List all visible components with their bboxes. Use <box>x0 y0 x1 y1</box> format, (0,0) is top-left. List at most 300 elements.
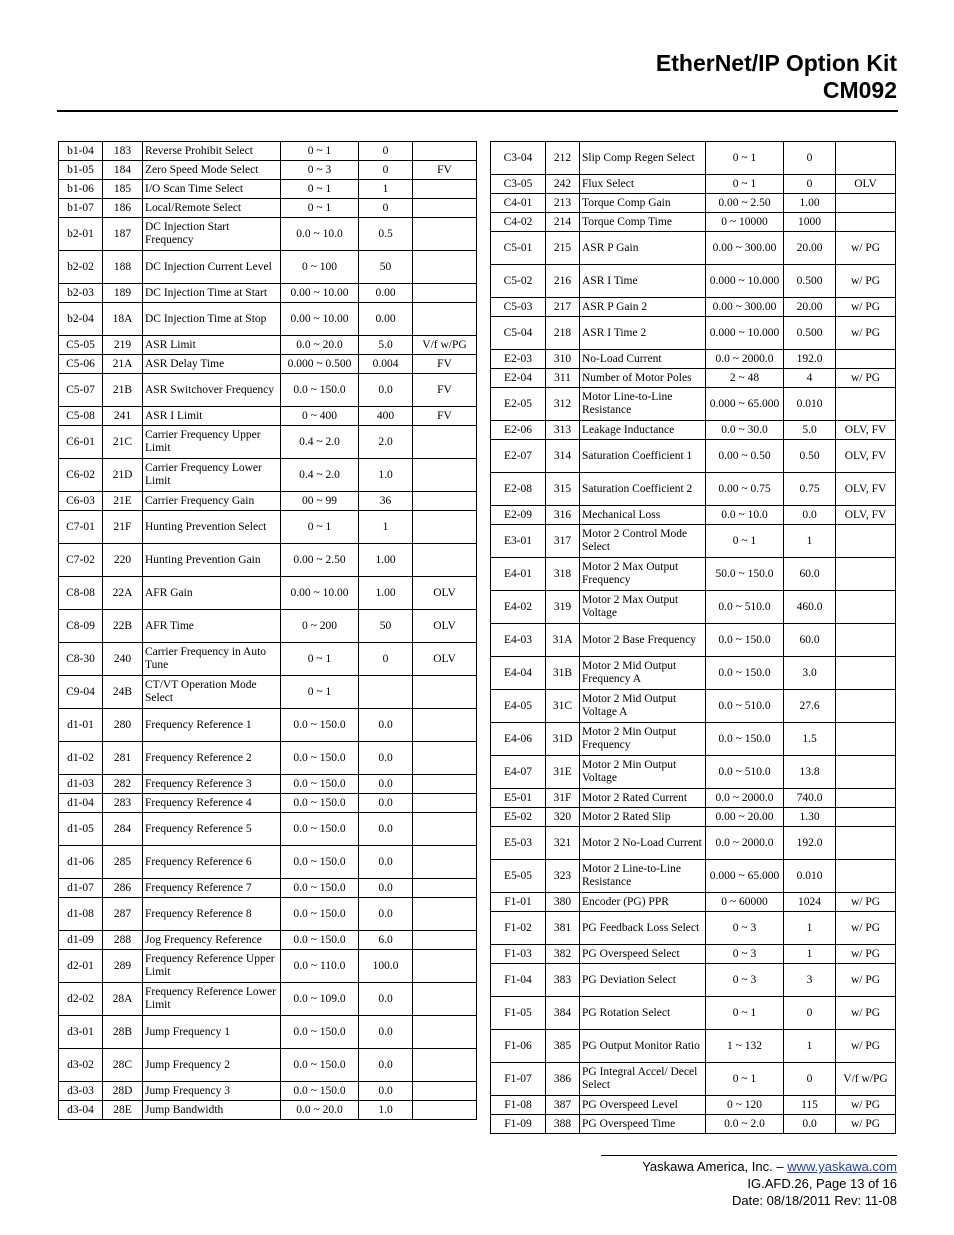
control-mode <box>413 1049 477 1082</box>
param-code: d1-05 <box>59 813 103 846</box>
hex-address: 280 <box>103 709 143 742</box>
setting-range: 0.4 ~ 2.0 <box>281 459 359 492</box>
default-value: 1 <box>784 1030 836 1063</box>
control-mode <box>413 218 477 251</box>
default-value: 0.004 <box>359 355 413 374</box>
param-name: ASR P Gain 2 <box>580 298 706 317</box>
param-name: ASR Switchover Frequency <box>143 374 281 407</box>
hex-address: 320 <box>546 808 580 827</box>
default-value: 60.0 <box>784 558 836 591</box>
setting-range: 0.4 ~ 2.0 <box>281 426 359 459</box>
default-value: 3 <box>784 964 836 997</box>
default-value: 0 <box>359 643 413 676</box>
default-value: 50 <box>359 251 413 284</box>
setting-range: 0.0 ~ 150.0 <box>281 879 359 898</box>
default-value: 0.0 <box>359 374 413 407</box>
param-code: E2-06 <box>491 421 546 440</box>
param-code: F1-09 <box>491 1115 546 1134</box>
param-name: Frequency Reference 4 <box>143 794 281 813</box>
default-value: 1024 <box>784 893 836 912</box>
param-code: d1-04 <box>59 794 103 813</box>
param-name: Carrier Frequency Upper Limit <box>143 426 281 459</box>
hex-address: 28C <box>103 1049 143 1082</box>
setting-range: 0.00 ~ 10.00 <box>281 577 359 610</box>
hex-address: 28B <box>103 1016 143 1049</box>
table-row <box>59 199 477 218</box>
table-row <box>491 912 896 945</box>
document-footer <box>601 1155 897 1209</box>
param-code: d2-01 <box>59 950 103 983</box>
hex-address: 318 <box>546 558 580 591</box>
setting-range: 0.00 ~ 0.75 <box>706 473 784 506</box>
param-code: F1-02 <box>491 912 546 945</box>
setting-range: 0 ~ 200 <box>281 610 359 643</box>
param-name: Torque Comp Time <box>580 213 706 232</box>
hex-address: 288 <box>103 931 143 950</box>
setting-range: 0.00 ~ 20.00 <box>706 808 784 827</box>
table-row <box>491 964 896 997</box>
control-mode: OLV, FV <box>836 421 896 440</box>
param-code: C3-05 <box>491 175 546 194</box>
default-value: 1.00 <box>359 544 413 577</box>
setting-range: 0.0 ~ 150.0 <box>706 624 784 657</box>
hex-address: 187 <box>103 218 143 251</box>
param-name: ASR I Time 2 <box>580 317 706 350</box>
control-mode <box>413 983 477 1016</box>
control-mode: OLV <box>836 175 896 194</box>
control-mode <box>836 525 896 558</box>
setting-range: 0.000 ~ 10.000 <box>706 317 784 350</box>
hex-address: 188 <box>103 251 143 284</box>
control-mode <box>413 950 477 983</box>
hex-address: 310 <box>546 350 580 369</box>
table-row <box>491 350 896 369</box>
setting-range: 0.0 ~ 150.0 <box>281 742 359 775</box>
table-row <box>491 860 896 893</box>
setting-range: 0 ~ 3 <box>706 945 784 964</box>
default-value: 1.30 <box>784 808 836 827</box>
table-row <box>59 813 477 846</box>
default-value: 400 <box>359 407 413 426</box>
hex-address: 317 <box>546 525 580 558</box>
param-name: Motor 2 Base Frequency <box>580 624 706 657</box>
setting-range: 0.00 ~ 300.00 <box>706 298 784 317</box>
param-name: ASR Delay Time <box>143 355 281 374</box>
setting-range: 0.0 ~ 150.0 <box>281 1049 359 1082</box>
control-mode <box>413 426 477 459</box>
setting-range: 0.0 ~ 2000.0 <box>706 789 784 808</box>
hex-address: 21C <box>103 426 143 459</box>
param-name: Frequency Reference 5 <box>143 813 281 846</box>
hex-address: 319 <box>546 591 580 624</box>
table-row <box>491 1063 896 1096</box>
param-code: d2-02 <box>59 983 103 1016</box>
control-mode: OLV, FV <box>836 473 896 506</box>
setting-range: 0.0 ~ 150.0 <box>281 775 359 794</box>
control-mode <box>836 350 896 369</box>
setting-range: 0.0 ~ 2.0 <box>706 1115 784 1134</box>
param-name: DC Injection Time at Stop <box>143 303 281 336</box>
table-row <box>491 893 896 912</box>
param-code: E2-03 <box>491 350 546 369</box>
param-code: C5-04 <box>491 317 546 350</box>
control-mode <box>836 591 896 624</box>
table-row <box>59 492 477 511</box>
setting-range: 0 ~ 60000 <box>706 893 784 912</box>
default-value: 1 <box>359 180 413 199</box>
table-row <box>59 426 477 459</box>
default-value: 0.50 <box>784 440 836 473</box>
table-row <box>59 898 477 931</box>
default-value: 460.0 <box>784 591 836 624</box>
param-name: Motor 2 Line-to-Line Resistance <box>580 860 706 893</box>
param-code: E5-02 <box>491 808 546 827</box>
default-value: 0.0 <box>359 709 413 742</box>
footer-company-line <box>601 1158 897 1175</box>
param-code: E3-01 <box>491 525 546 558</box>
hex-address: 315 <box>546 473 580 506</box>
control-mode: OLV <box>413 610 477 643</box>
default-value: 0.500 <box>784 265 836 298</box>
param-code: C5-05 <box>59 336 103 355</box>
control-mode <box>836 624 896 657</box>
hex-address: 220 <box>103 544 143 577</box>
table-row <box>59 709 477 742</box>
default-value: 0.0 <box>784 1115 836 1134</box>
table-row <box>59 846 477 879</box>
table-row <box>59 355 477 374</box>
default-value <box>359 676 413 709</box>
param-code: E2-05 <box>491 388 546 421</box>
param-name: No-Load Current <box>580 350 706 369</box>
control-mode: w/ PG <box>836 369 896 388</box>
default-value: 0.0 <box>359 813 413 846</box>
hex-address: 31D <box>546 723 580 756</box>
param-code: d3-04 <box>59 1101 103 1120</box>
table-row <box>59 459 477 492</box>
param-name: Motor 2 No-Load Current <box>580 827 706 860</box>
default-value: 1.5 <box>784 723 836 756</box>
param-name: Slip Comp Regen Select <box>580 142 706 175</box>
param-code: C7-02 <box>59 544 103 577</box>
table-row <box>59 336 477 355</box>
table-row <box>59 1049 477 1082</box>
hex-address: 313 <box>546 421 580 440</box>
param-name: ASR I Limit <box>143 407 281 426</box>
setting-range: 0 ~ 1 <box>281 142 359 161</box>
hex-address: 31A <box>546 624 580 657</box>
default-value: 1 <box>784 525 836 558</box>
setting-range: 0.00 ~ 10.00 <box>281 303 359 336</box>
param-code: b2-02 <box>59 251 103 284</box>
control-mode <box>836 860 896 893</box>
param-code: C5-02 <box>491 265 546 298</box>
param-code: F1-01 <box>491 893 546 912</box>
control-mode <box>836 827 896 860</box>
param-name: Motor Line-to-Line Resistance <box>580 388 706 421</box>
default-value: 0 <box>359 199 413 218</box>
param-code: C5-03 <box>491 298 546 317</box>
param-code: F1-03 <box>491 945 546 964</box>
param-code: b1-06 <box>59 180 103 199</box>
param-code: C6-02 <box>59 459 103 492</box>
setting-range: 0 ~ 1 <box>281 643 359 676</box>
hex-address: 212 <box>546 142 580 175</box>
param-code: F1-07 <box>491 1063 546 1096</box>
setting-range: 0 ~ 1 <box>706 525 784 558</box>
control-mode <box>413 931 477 950</box>
param-code: E4-06 <box>491 723 546 756</box>
setting-range: 00 ~ 99 <box>281 492 359 511</box>
setting-range: 0.000 ~ 65.000 <box>706 388 784 421</box>
param-name: Reverse Prohibit Select <box>143 142 281 161</box>
hex-address: 215 <box>546 232 580 265</box>
param-code: d1-07 <box>59 879 103 898</box>
default-value: 0.500 <box>784 317 836 350</box>
control-mode <box>413 142 477 161</box>
param-code: C9-04 <box>59 676 103 709</box>
default-value: 192.0 <box>784 827 836 860</box>
table-row <box>59 374 477 407</box>
setting-range: 0.00 ~ 10.00 <box>281 284 359 303</box>
hex-address: 383 <box>546 964 580 997</box>
hex-address: 24B <box>103 676 143 709</box>
param-code: b1-05 <box>59 161 103 180</box>
default-value: 1 <box>784 945 836 964</box>
footer-company: Yaskawa America, Inc. – <box>642 1159 784 1174</box>
param-code: E5-05 <box>491 860 546 893</box>
setting-range: 0 ~ 100 <box>281 251 359 284</box>
hex-address: 186 <box>103 199 143 218</box>
default-value: 0 <box>784 175 836 194</box>
control-mode: w/ PG <box>836 997 896 1030</box>
hex-address: 382 <box>546 945 580 964</box>
setting-range: 50.0 ~ 150.0 <box>706 558 784 591</box>
table-row <box>491 756 896 789</box>
default-value: 60.0 <box>784 624 836 657</box>
default-value: 0 <box>359 161 413 180</box>
default-value: 0 <box>784 997 836 1030</box>
table-row <box>491 690 896 723</box>
control-mode <box>413 511 477 544</box>
param-code: C6-03 <box>59 492 103 511</box>
param-name: Motor 2 Rated Current <box>580 789 706 808</box>
table-row <box>491 558 896 591</box>
param-code: C5-01 <box>491 232 546 265</box>
setting-range: 0.0 ~ 150.0 <box>281 1016 359 1049</box>
param-name: Motor 2 Max Output Voltage <box>580 591 706 624</box>
website-link[interactable]: www.yaskawa.com <box>787 1159 897 1174</box>
default-value: 0.010 <box>784 388 836 421</box>
default-value: 0.0 <box>359 794 413 813</box>
param-code: E2-07 <box>491 440 546 473</box>
param-code: d1-01 <box>59 709 103 742</box>
control-mode: OLV, FV <box>836 506 896 525</box>
table-row <box>59 407 477 426</box>
param-code: F1-06 <box>491 1030 546 1063</box>
control-mode <box>413 879 477 898</box>
param-name: Flux Select <box>580 175 706 194</box>
setting-range: 0.0 ~ 510.0 <box>706 690 784 723</box>
table-row <box>59 180 477 199</box>
param-code: C5-08 <box>59 407 103 426</box>
control-mode: w/ PG <box>836 945 896 964</box>
setting-range: 0 ~ 1 <box>706 997 784 1030</box>
table-row <box>491 473 896 506</box>
control-mode <box>836 558 896 591</box>
control-mode: w/ PG <box>836 232 896 265</box>
param-code: F1-05 <box>491 997 546 1030</box>
hex-address: 285 <box>103 846 143 879</box>
setting-range: 0.0 ~ 2000.0 <box>706 350 784 369</box>
setting-range: 1 ~ 132 <box>706 1030 784 1063</box>
table-row <box>491 657 896 690</box>
param-name: Jump Bandwidth <box>143 1101 281 1120</box>
param-name: Carrier Frequency Lower Limit <box>143 459 281 492</box>
param-name: Hunting Prevention Gain <box>143 544 281 577</box>
param-code: d1-02 <box>59 742 103 775</box>
param-name: Local/Remote Select <box>143 199 281 218</box>
control-mode <box>413 1082 477 1101</box>
hex-address: 311 <box>546 369 580 388</box>
control-mode: w/ PG <box>836 265 896 298</box>
table-row <box>59 983 477 1016</box>
parameter-table-right <box>490 141 896 1134</box>
param-name: PG Integral Accel/ Decel Select <box>580 1063 706 1096</box>
hex-address: 28A <box>103 983 143 1016</box>
default-value: 1.00 <box>359 577 413 610</box>
setting-range: 0.0 ~ 30.0 <box>706 421 784 440</box>
param-code: E4-05 <box>491 690 546 723</box>
hex-address: 286 <box>103 879 143 898</box>
control-mode <box>836 756 896 789</box>
param-code: d3-01 <box>59 1016 103 1049</box>
hex-address: 284 <box>103 813 143 846</box>
param-name: Frequency Reference 6 <box>143 846 281 879</box>
hex-address: 380 <box>546 893 580 912</box>
table-row <box>491 1096 896 1115</box>
footer-page-info: IG.AFD.26, Page 13 of 16 <box>747 1176 897 1191</box>
param-code: E4-02 <box>491 591 546 624</box>
param-name: Frequency Reference Lower Limit <box>143 983 281 1016</box>
control-mode <box>836 723 896 756</box>
control-mode <box>413 676 477 709</box>
table-row <box>491 591 896 624</box>
hex-address: 21B <box>103 374 143 407</box>
default-value: 0.0 <box>359 1016 413 1049</box>
param-name: I/O Scan Time Select <box>143 180 281 199</box>
table-row <box>59 1016 477 1049</box>
default-value: 1.00 <box>784 194 836 213</box>
table-row <box>59 643 477 676</box>
param-name: Number of Motor Poles <box>580 369 706 388</box>
setting-range: 0.0 ~ 10.0 <box>281 218 359 251</box>
hex-address: 386 <box>546 1063 580 1096</box>
param-name: Frequency Reference 8 <box>143 898 281 931</box>
table-row <box>491 1115 896 1134</box>
param-code: E5-03 <box>491 827 546 860</box>
default-value: 0.010 <box>784 860 836 893</box>
control-mode: FV <box>413 374 477 407</box>
param-name: PG Overspeed Select <box>580 945 706 964</box>
setting-range: 0.0 ~ 150.0 <box>281 931 359 950</box>
setting-range: 0.00 ~ 2.50 <box>706 194 784 213</box>
control-mode: w/ PG <box>836 964 896 997</box>
hex-address: 316 <box>546 506 580 525</box>
param-name: Carrier Frequency Gain <box>143 492 281 511</box>
control-mode <box>413 303 477 336</box>
param-name: Jump Frequency 3 <box>143 1082 281 1101</box>
control-mode: OLV <box>413 577 477 610</box>
table-row <box>59 218 477 251</box>
default-value: 0.0 <box>359 983 413 1016</box>
default-value: 100.0 <box>359 950 413 983</box>
table-row <box>59 142 477 161</box>
hex-address: 218 <box>546 317 580 350</box>
param-code: E4-01 <box>491 558 546 591</box>
hex-address: 31C <box>546 690 580 723</box>
default-value: 0.00 <box>359 284 413 303</box>
hex-address: 321 <box>546 827 580 860</box>
setting-range: 0.0 ~ 150.0 <box>281 1082 359 1101</box>
hex-address: 214 <box>546 213 580 232</box>
table-row <box>491 232 896 265</box>
document-title: EtherNet/IP Option Kit <box>655 50 897 76</box>
hex-address: 217 <box>546 298 580 317</box>
control-mode: OLV <box>413 643 477 676</box>
param-name: CT/VT Operation Mode Select <box>143 676 281 709</box>
param-code: C5-07 <box>59 374 103 407</box>
setting-range: 0 ~ 1 <box>706 1063 784 1096</box>
control-mode: w/ PG <box>836 1096 896 1115</box>
param-name: Saturation Coefficient 1 <box>580 440 706 473</box>
param-name: DC Injection Time at Start <box>143 284 281 303</box>
setting-range: 2 ~ 48 <box>706 369 784 388</box>
setting-range: 0 ~ 1 <box>281 199 359 218</box>
param-name: Frequency Reference 7 <box>143 879 281 898</box>
default-value: 0 <box>784 142 836 175</box>
param-name: Jump Frequency 1 <box>143 1016 281 1049</box>
default-value: 5.0 <box>359 336 413 355</box>
default-value: 0.00 <box>359 303 413 336</box>
setting-range: 0.000 ~ 65.000 <box>706 860 784 893</box>
hex-address: 287 <box>103 898 143 931</box>
hex-address: 387 <box>546 1096 580 1115</box>
table-row <box>59 1082 477 1101</box>
hex-address: 189 <box>103 284 143 303</box>
param-code: C7-01 <box>59 511 103 544</box>
setting-range: 0.00 ~ 300.00 <box>706 232 784 265</box>
default-value: 36 <box>359 492 413 511</box>
control-mode <box>413 459 477 492</box>
table-row <box>491 997 896 1030</box>
hex-address: 185 <box>103 180 143 199</box>
default-value: 13.8 <box>784 756 836 789</box>
param-name: PG Output Monitor Ratio <box>580 1030 706 1063</box>
hex-address: 241 <box>103 407 143 426</box>
default-value: 1 <box>359 511 413 544</box>
control-mode <box>413 544 477 577</box>
setting-range: 0.0 ~ 110.0 <box>281 950 359 983</box>
control-mode: OLV, FV <box>836 440 896 473</box>
table-row <box>59 303 477 336</box>
control-mode <box>836 789 896 808</box>
param-name: PG Overspeed Level <box>580 1096 706 1115</box>
param-name: PG Overspeed Time <box>580 1115 706 1134</box>
table-row <box>491 789 896 808</box>
control-mode: V/f w/PG <box>836 1063 896 1096</box>
default-value: 192.0 <box>784 350 836 369</box>
